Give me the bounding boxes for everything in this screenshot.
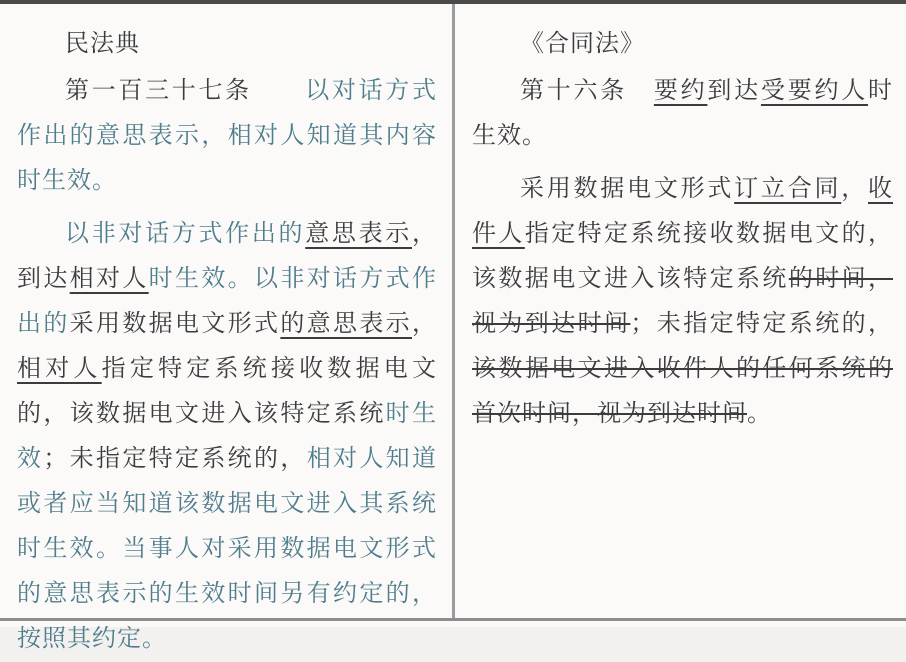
law-paragraph [17, 69, 437, 204]
text-run-normal: 指定特定系统接收数据电文的，该数据电文进入该特定系统 [17, 356, 438, 427]
text-run-normal: ， [412, 311, 438, 337]
text-run-deleted: 的时间，视为到达时间 [472, 266, 894, 337]
law-paragraph [17, 212, 437, 662]
text-run-term: 相对人 [17, 356, 102, 382]
text-run-term: 的意思表示 [280, 311, 413, 337]
law-paragraph [472, 167, 893, 437]
law-paragraph [472, 69, 893, 159]
text-run-term: 相对人 [69, 266, 149, 292]
column-heading: 《合同法》 [520, 31, 645, 57]
text-run-added: 时生效 [17, 401, 438, 472]
text-run-normal: ；未指定特定系统的， [630, 311, 894, 337]
text-run-term: 要约 [653, 78, 708, 104]
text-run-deleted: 该数据电文进入收件人的任何系统的首次时间，视为到达时间 [472, 356, 893, 427]
text-run-term: 意思表示 [305, 221, 413, 247]
column-heading: 民法典 [65, 31, 140, 57]
text-run-added: 以非对话方式作出的 [65, 221, 306, 247]
text-run-added: 时生效。以非对话方式作出的 [17, 266, 438, 337]
text-run-added: 相对人知道或者应当知道该数据电文进入其系统时生效。当事人对采用数据电文形式的意思表示的生效时间另有约定的，按照其约定。 [17, 446, 438, 652]
text-run-normal: 采用数据电文形式 [520, 176, 735, 202]
text-run-normal: ；未指定特定系统的， [43, 446, 307, 472]
column-hetongfa [455, 4, 906, 618]
text-run-normal: ，到达 [17, 221, 438, 292]
text-run-normal: 时生效。 [472, 78, 894, 149]
text-run-normal: 采用数据电文形式 [69, 311, 281, 337]
text-run-normal: 。 [747, 401, 772, 427]
text-run-term: 订立合同 [734, 176, 842, 202]
text-run-added: 以对话方式作出的意思表示，相对人知道其内容时生效。 [17, 78, 438, 194]
text-run-normal: 到达 [707, 78, 761, 104]
text-run-normal: 指定特定系统接收数据电文的，该数据电文进入该特定系统 [472, 221, 894, 292]
text-run-normal: 第十六条 [520, 78, 654, 104]
text-run-normal: 第一百三十七条 [65, 78, 306, 104]
column-minfadian [0, 4, 452, 652]
text-run-normal: ， [841, 176, 869, 202]
text-run-term: 受要约人 [760, 78, 869, 104]
text-run-term: 收件人 [472, 176, 894, 247]
